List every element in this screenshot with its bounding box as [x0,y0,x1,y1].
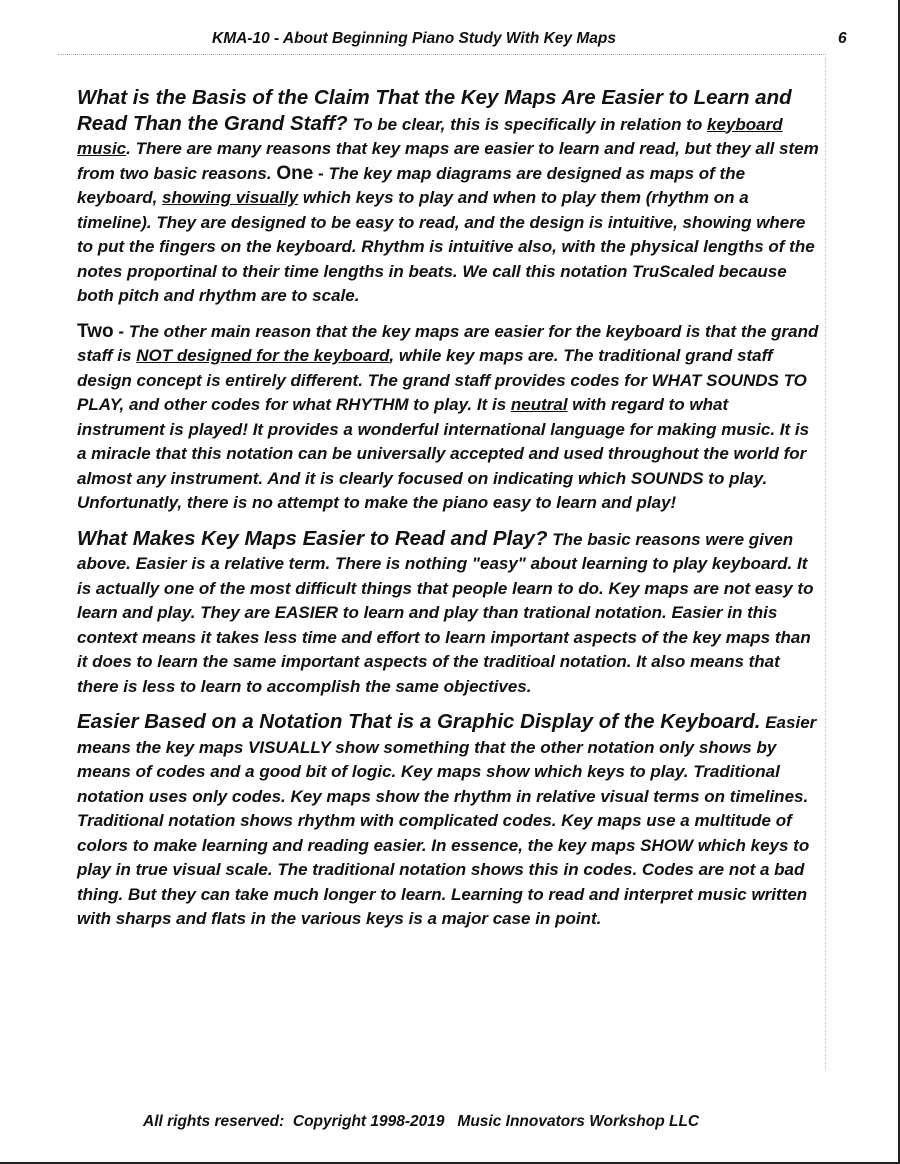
copyright-footer: All rights reserved: Copyright 1998-2019 Music Innovators Workshop LLC [143,1113,700,1130]
section-heading: What Makes Key Maps Easier to Read and Play? [77,526,548,550]
document-body [77,86,819,932]
underlined-text: showing visually [162,188,299,207]
paragraph-text: Easier means the key maps VISUALLY show something that the other notation only shows by means of codes and a good bit of logic. Key maps show which keys to play. Traditional notation uses only codes. Key maps show the rhythm in relative visual terms on timelines. Traditional notation shows rhythm with complicated codes. Key maps use a multitude of colors to make learning and reading easier. In essence, the key maps SHOW which keys to play in true visual scale. The traditional notation shows this in codes. Codes are not a bad thing. But they can take much longer to learn. Learning to read and interpret music written with sharps and flats in the various keys is a major case in point. [77,713,817,928]
paragraph-basis-of-claim [77,86,819,309]
lead-word: One [276,162,314,184]
page-number: 6 [838,30,847,47]
paragraph-two [77,320,819,516]
header-divider [58,54,826,55]
paragraph-text: . There are many reasons that key maps are easier to learn and read, but they all stem from two basic reasons. [77,139,819,183]
lead-word: Two [77,320,114,342]
paragraph-text: - The key map diagrams are designed as maps of the keyboard, [77,163,746,207]
underlined-text: NOT designed for the keyboard [136,346,390,365]
paragraph-text: To be clear, this is specifically in relation to [347,114,708,134]
paragraph-text: The basic reasons were given above. Easier is a relative term. There is nothing "easy" about learning to play keyboard. It is actually one of the most difficult things that people learn to do. Key maps are not easy to learn and play. They are EASIER to learn and play than trational notation. Easier in this context means it takes less time and effort to learn important aspects of the key maps than it does to learn the same important aspects of the traditioal notation. It also means that there is less to learn to accomplish the same objectives. [77,529,814,696]
paragraph-graphic-display [77,710,819,932]
right-margin-rule [825,58,826,1070]
page-header [0,30,900,54]
section-heading: What is the Basis of the Claim That the Key Maps Are Easier to Learn and Read Than the Grand Staff? [77,86,792,135]
section-heading: Easier Based on a Notation That is a Graphic Display of the Keyboard. [77,710,761,733]
document-title: KMA-10 - About Beginning Piano Study With Key Maps [212,30,617,47]
paragraph-text: which keys to play and when to play them (rhythm on a timeline). They are designed to be easy to read, and the design is intuitive, showing where to put the fingers on the keyboard. Rhythm is intuitive also, with the physical lengths of the notes proportinal to their time lengths in beats. We call this notation TruScaled because both pitch and rhythm are to scale. [77,188,815,305]
paragraph-what-makes-easier [77,527,819,700]
underlined-text: neutral [510,395,568,414]
underlined-text: keyboard music [77,114,783,158]
paragraph-text: , while key maps are. The traditional grand staff design concept is entirely different. The grand staff provides codes for WHAT SOUNDS TO PLAY, and other codes for what RHYTHM to play. It is [77,346,807,414]
paragraph-text: with regard to what instrument is played! It provides a wonderful international language for making music. It is a miracle that this notation can be universally accepted and used throughout the world for almost any instrument. And it is clearly focused on indicating which SOUNDS to play. Unfortunatly, there is no attempt to make the piano easy to learn and play! [77,395,810,512]
paragraph-text: - The other main reason that the key maps are easier for the keyboard is that the grand staff is [77,321,819,365]
